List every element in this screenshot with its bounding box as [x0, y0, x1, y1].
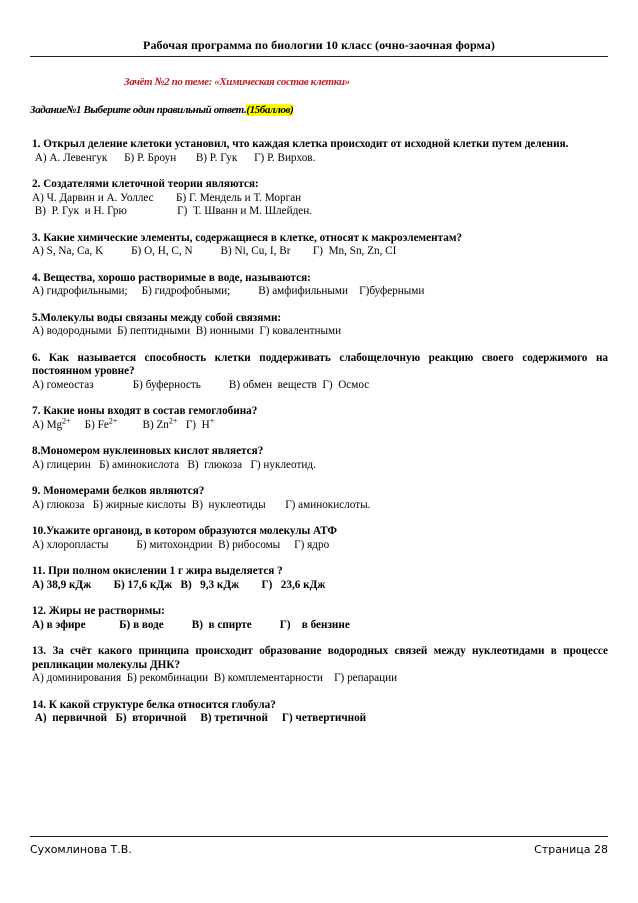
question-text: 1. Открыл деление клетоки установил, что каждая клетка происходит от исходной клетки путем деления.	[32, 138, 569, 150]
question-text: 10.Укажите органоид, в котором образуются молекулы АТФ	[32, 525, 337, 537]
page-header: Рабочая программа по биологии 10 класс (очно-заочная форма)	[143, 38, 495, 52]
task-instruction	[30, 104, 293, 116]
answer-options: А) гидрофильными; Б) гидрофобными; В) амфифильными Г)буферными	[32, 285, 425, 297]
question-text: 9. Мономерами белков являются?	[32, 485, 205, 497]
question-6	[32, 352, 608, 393]
question-2	[32, 178, 608, 219]
answer-options: А) водородными Б) пептидными В) ионными Г) ковалентными	[32, 325, 342, 337]
test-title: Зачёт №2 по теме: «Химическая состав клетки»	[124, 76, 350, 88]
question-10	[32, 525, 608, 552]
question-9	[32, 485, 608, 512]
answer-options: А) S, Na, Ca, K Б) О, Н, С, N В) Ni, Cu, I, Br Г) Mn, Sn, Zn, CI	[32, 245, 397, 257]
answer-d: Г) H+	[177, 415, 215, 431]
question-text: 7. Какие ионы входят в состав гемоглобина?	[32, 405, 258, 417]
footer-author: Сухомлинова Т.В.	[30, 843, 132, 856]
answer-options: А) Ч. Дарвин и А. Уоллес Б) Г. Мендель и Т. Морган	[32, 191, 302, 204]
answer-options	[32, 415, 608, 433]
answer-options: А) глицерин Б) аминокислота В) глюкоза Г) нуклеотид.	[32, 458, 316, 471]
header-divider	[30, 56, 608, 57]
task-points: (15баллов)	[246, 104, 294, 116]
question-7	[32, 405, 608, 432]
question-text: 2. Создателями клеточной теории являются:	[32, 178, 259, 190]
question-11	[32, 565, 608, 592]
footer-page-number: Страница 28	[534, 843, 608, 856]
question-text: 8.Мономером нуклеиновых кислот является?	[32, 445, 264, 457]
question-text: 12. Жиры не растворимы:	[32, 605, 165, 617]
question-text: 3. Какие химические элементы, содержащиеся в клетке, относят к макроэлементам?	[32, 231, 463, 244]
question-text: 4. Вещества, хорошо растворимые в воде, называются:	[32, 271, 311, 284]
question-14	[32, 699, 608, 726]
question-text: 5.Молекулы воды связаны между собой связями:	[32, 311, 282, 324]
question-13	[32, 645, 608, 686]
question-3	[32, 232, 608, 259]
answer-options: В) Р. Гук и Н. Грю Г) Т. Шванн и М. Шлейден.	[32, 205, 313, 217]
question-12	[32, 605, 608, 632]
questions-list	[32, 138, 608, 739]
answer-options: А) глюкоза Б) жирные кислоты В) нуклеотиды Г) аминокислоты.	[32, 498, 371, 511]
answer-options: А) А. Левенгук Б) Р. Броун В) Р. Гук Г) Р. Вирхов.	[32, 151, 316, 164]
answer-options: А) хлоропласты Б) митохондрии В) рибосомы Г) ядро	[32, 538, 330, 551]
answer-options: А) в эфире Б) в воде В) в спирте Г) в бензине	[32, 618, 350, 631]
answer-options: А) первичной Б) вторичной В) третичной Г) четвертичной	[32, 712, 367, 724]
question-8	[32, 445, 608, 472]
answer-a: А) $Mg^{2+}$	[32, 415, 71, 431]
answer-c: В) $Zn^{2+}$	[117, 415, 178, 431]
question-1	[32, 138, 608, 165]
answer-options: А) гомеостаз Б) буферность В) обмен веществ Г) Осмос	[32, 378, 370, 391]
task-text: Задание№1 Выберите один правильный ответ.	[30, 104, 247, 116]
footer-divider	[30, 836, 608, 837]
question-text: 6. Как называется способность клетки поддерживать слабощелочную реакцию своего содержимого на постоянном уровне?	[32, 351, 608, 377]
question-text: 14. К какой структуре белка относится глобула?	[32, 698, 276, 711]
answer-options: А) 38,9 кДж Б) 17,6 кДж В) 9,3 кДж Г) 23,6 кДж	[32, 578, 326, 591]
answer-options: А) доминирования Б) рекомбинации В) комплементарности Г) репарации	[32, 672, 398, 684]
question-5	[32, 312, 608, 339]
answer-b: Б) $Fe^{2+}$	[70, 415, 118, 431]
question-text: 11. При полном окислении 1 г жира выделяется ?	[32, 565, 283, 577]
question-4	[32, 272, 608, 299]
question-text: 13. За счёт какого принципа происходит образование водородных связей между нуклеотидами в процессе репликации молекулы ДНК?	[32, 645, 608, 671]
